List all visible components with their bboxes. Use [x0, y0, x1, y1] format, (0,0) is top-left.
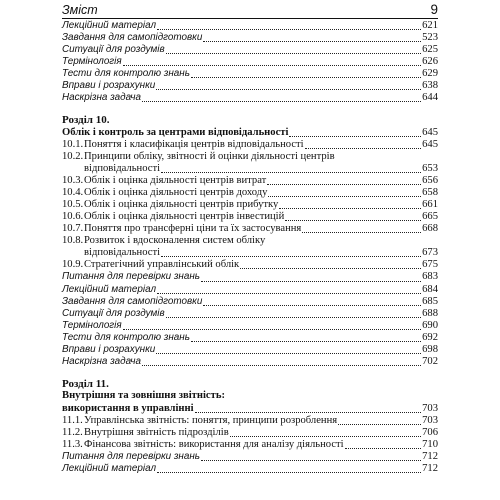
- section-entry[interactable]: [62, 199, 438, 211]
- dot-leader: [156, 89, 421, 90]
- toc-entry-page: 712: [422, 450, 438, 462]
- dot-leader: [203, 305, 421, 306]
- toc-entry-page: 685: [422, 295, 438, 307]
- dot-leader: [142, 101, 421, 102]
- toc-entry-page: 698: [422, 343, 438, 355]
- toc-entry-label: Лекційний матеріал: [62, 462, 157, 474]
- toc-entry-label: Наскрізна задача: [62, 92, 142, 104]
- section-page: 658: [422, 187, 438, 199]
- dot-leader: [289, 136, 421, 137]
- section-title: Облік і оцінка діяльності центрів доходу: [84, 187, 268, 199]
- section-entry[interactable]: [62, 235, 438, 259]
- toc-entry[interactable]: [62, 344, 438, 356]
- section-number: 10.3.: [62, 175, 84, 187]
- toc-entry-page: 692: [422, 331, 438, 343]
- section-entry[interactable]: [62, 187, 438, 199]
- chapter-11-subtitle-line1: [62, 390, 438, 402]
- toc-entry[interactable]: [62, 451, 438, 463]
- toc-entry[interactable]: [62, 320, 438, 332]
- section-entry[interactable]: [62, 439, 438, 451]
- dot-leader: [123, 65, 421, 66]
- toc-entry-page: 690: [422, 319, 438, 331]
- dot-leader: [142, 365, 421, 366]
- toc-entry-page: 621: [422, 20, 438, 31]
- chapter-subtitle-label: Облік і контроль за центрами відповідальності: [62, 126, 289, 138]
- section-page: 665: [422, 211, 438, 223]
- section-entry[interactable]: [62, 175, 438, 187]
- dot-leader: [166, 53, 421, 54]
- toc-entry[interactable]: [62, 271, 438, 283]
- chapter-11-title: Розділ 11.: [62, 377, 109, 390]
- dot-leader: [191, 77, 421, 78]
- chapter-10-subtitle[interactable]: [62, 127, 438, 139]
- dot-leader: [279, 208, 421, 209]
- dot-leader: [166, 317, 421, 318]
- toc-entry-label: Термінологія: [62, 56, 122, 68]
- section-entry[interactable]: [62, 259, 438, 271]
- dot-leader: [161, 256, 421, 257]
- section-entry[interactable]: [62, 223, 438, 235]
- section-title: Управлінська звітність: поняття, принципи розроблення: [84, 414, 338, 426]
- toc-entry-label: Термінологія: [62, 319, 122, 331]
- toc-entry-label: Лекційний матеріал: [62, 20, 157, 31]
- chapter-11-subtitle[interactable]: [62, 403, 438, 415]
- section-title: Фінансова звітність: використання для аналізу діяльності: [84, 438, 344, 450]
- header-title: Зміст: [62, 3, 98, 17]
- chapter-subtitle-label: Внутрішня та зовнішня звітність:: [62, 390, 225, 402]
- section-page: 706: [422, 426, 438, 438]
- toc-entry-label: Питання для перевірки знань: [62, 271, 200, 283]
- dot-leader: [203, 41, 421, 42]
- toc-entry[interactable]: [62, 20, 438, 32]
- dot-leader: [305, 148, 422, 149]
- dot-leader: [268, 196, 421, 197]
- dot-leader: [156, 353, 421, 354]
- toc-entry-page: 684: [422, 283, 438, 295]
- section-entry[interactable]: [62, 415, 438, 427]
- dot-leader: [285, 220, 421, 221]
- section-page: 703: [422, 414, 438, 426]
- dot-leader: [195, 412, 422, 413]
- section-page: 675: [422, 259, 438, 271]
- toc-entry[interactable]: [62, 284, 438, 296]
- dot-leader: [161, 172, 421, 173]
- toc-entry[interactable]: [62, 356, 438, 368]
- section-page: 661: [422, 199, 438, 211]
- section-title: Поняття про трансферні ціни та їх застосування: [84, 223, 302, 235]
- toc-entry[interactable]: [62, 80, 438, 92]
- toc-entry-label: Завдання для самопідготовки: [62, 295, 203, 307]
- section-title: Внутрішня звітність підрозділів: [84, 426, 229, 438]
- dot-leader: [201, 460, 421, 461]
- toc-entry-label: Тести для контролю знань: [62, 331, 190, 343]
- toc-entry-page: 688: [422, 307, 438, 319]
- dot-leader: [201, 281, 421, 282]
- toc-entry[interactable]: [62, 92, 438, 104]
- section-page: 653: [422, 163, 438, 175]
- dot-leader: [157, 29, 421, 30]
- toc-entry[interactable]: [62, 308, 438, 320]
- section-number: 11.3.: [62, 438, 83, 450]
- section-title: Стратегічний управлінський облік: [84, 259, 240, 271]
- toc-entry-label: Ситуації для роздумів: [62, 44, 165, 56]
- section-title: Облік і оцінка діяльності центрів витрат: [84, 175, 267, 187]
- section-title: Облік і оцінка діяльності центрів інвестицій: [84, 211, 285, 223]
- toc-entry-label: Лекційний матеріал: [62, 283, 157, 295]
- dot-leader: [345, 448, 422, 449]
- section-title: Облік і оцінка діяльності центрів прибутку: [84, 199, 279, 211]
- toc-entry-label: Вправи і розрахунки: [62, 343, 156, 355]
- dot-leader: [302, 232, 421, 233]
- section-number: 10.9.: [62, 259, 84, 271]
- section-title: Розвиток і вдосконалення систем обліку: [84, 235, 266, 247]
- section-number: 10.4.: [62, 187, 84, 199]
- dot-leader: [338, 424, 421, 425]
- dot-leader: [157, 472, 421, 473]
- toc-entry-page: 683: [422, 271, 438, 283]
- toc-entry[interactable]: [62, 44, 438, 56]
- chapter-subtitle-label: використання в управлінні: [62, 402, 194, 414]
- section-page: 656: [422, 175, 438, 187]
- dot-leader: [191, 341, 421, 342]
- section-page: 668: [422, 223, 438, 235]
- toc-entry[interactable]: [62, 332, 438, 344]
- section-number: 10.7.: [62, 223, 84, 235]
- section-title-cont: відповідальності: [84, 247, 161, 259]
- toc-entry-page: 625: [422, 44, 438, 56]
- section-page: 645: [422, 138, 438, 150]
- section-title-cont: відповідальності: [84, 163, 161, 175]
- toc-entry[interactable]: [62, 463, 438, 475]
- table-of-contents: [62, 20, 438, 475]
- toc-entry[interactable]: [62, 296, 438, 308]
- toc-entry-label: Ситуації для роздумів: [62, 307, 165, 319]
- toc-entry-label: Вправи і розрахунки: [62, 80, 156, 92]
- toc-entry[interactable]: [62, 56, 438, 68]
- toc-entry-page: 644: [422, 92, 438, 104]
- header-page-number: 9: [430, 2, 438, 17]
- section-entry[interactable]: [62, 211, 438, 223]
- section-page: 710: [422, 438, 438, 450]
- toc-entry-page: 523: [422, 32, 438, 44]
- section-page: 673: [422, 247, 438, 259]
- section-number: 10.8.: [62, 235, 84, 247]
- section-entry[interactable]: [62, 427, 438, 439]
- toc-entry-page: 645: [422, 126, 438, 138]
- dot-leader: [157, 293, 421, 294]
- toc-entry-page: 626: [422, 56, 438, 68]
- section-number: 10.5.: [62, 199, 84, 211]
- section-entry[interactable]: [62, 139, 438, 151]
- section-number: 11.1.: [62, 414, 83, 426]
- toc-entry-page: 703: [422, 402, 438, 414]
- section-entry[interactable]: [62, 151, 438, 175]
- toc-entry-label: Наскрізна задача: [62, 355, 142, 367]
- dot-leader: [123, 329, 421, 330]
- dot-leader: [240, 268, 421, 269]
- toc-entry-label: Завдання для самопідготовки: [62, 32, 203, 44]
- toc-entry[interactable]: [62, 68, 438, 80]
- toc-entry-page: 629: [422, 68, 438, 80]
- toc-entry-label: Тести для контролю знань: [62, 68, 190, 80]
- toc-entry-label: Питання для перевірки знань: [62, 450, 200, 462]
- chapter-10-title: Розділ 10.: [62, 114, 110, 127]
- section-number: 10.1.: [62, 138, 84, 150]
- toc-entry[interactable]: [62, 32, 438, 44]
- toc-entry-page: 712: [422, 462, 438, 474]
- dot-leader: [230, 436, 421, 437]
- section-title: Поняття і класифікація центрів відповідальності: [84, 138, 304, 150]
- section-number: 10.6.: [62, 211, 84, 223]
- dot-leader: [267, 184, 421, 185]
- page-header: [62, 2, 438, 19]
- section-title: Принципи обліку, звітності й оцінки діяльності центрів: [84, 151, 335, 163]
- section-number: 10.2.: [62, 151, 84, 163]
- toc-entry-page: 638: [422, 80, 438, 92]
- toc-entry-page: 702: [422, 355, 438, 367]
- section-number: 11.2.: [62, 426, 83, 438]
